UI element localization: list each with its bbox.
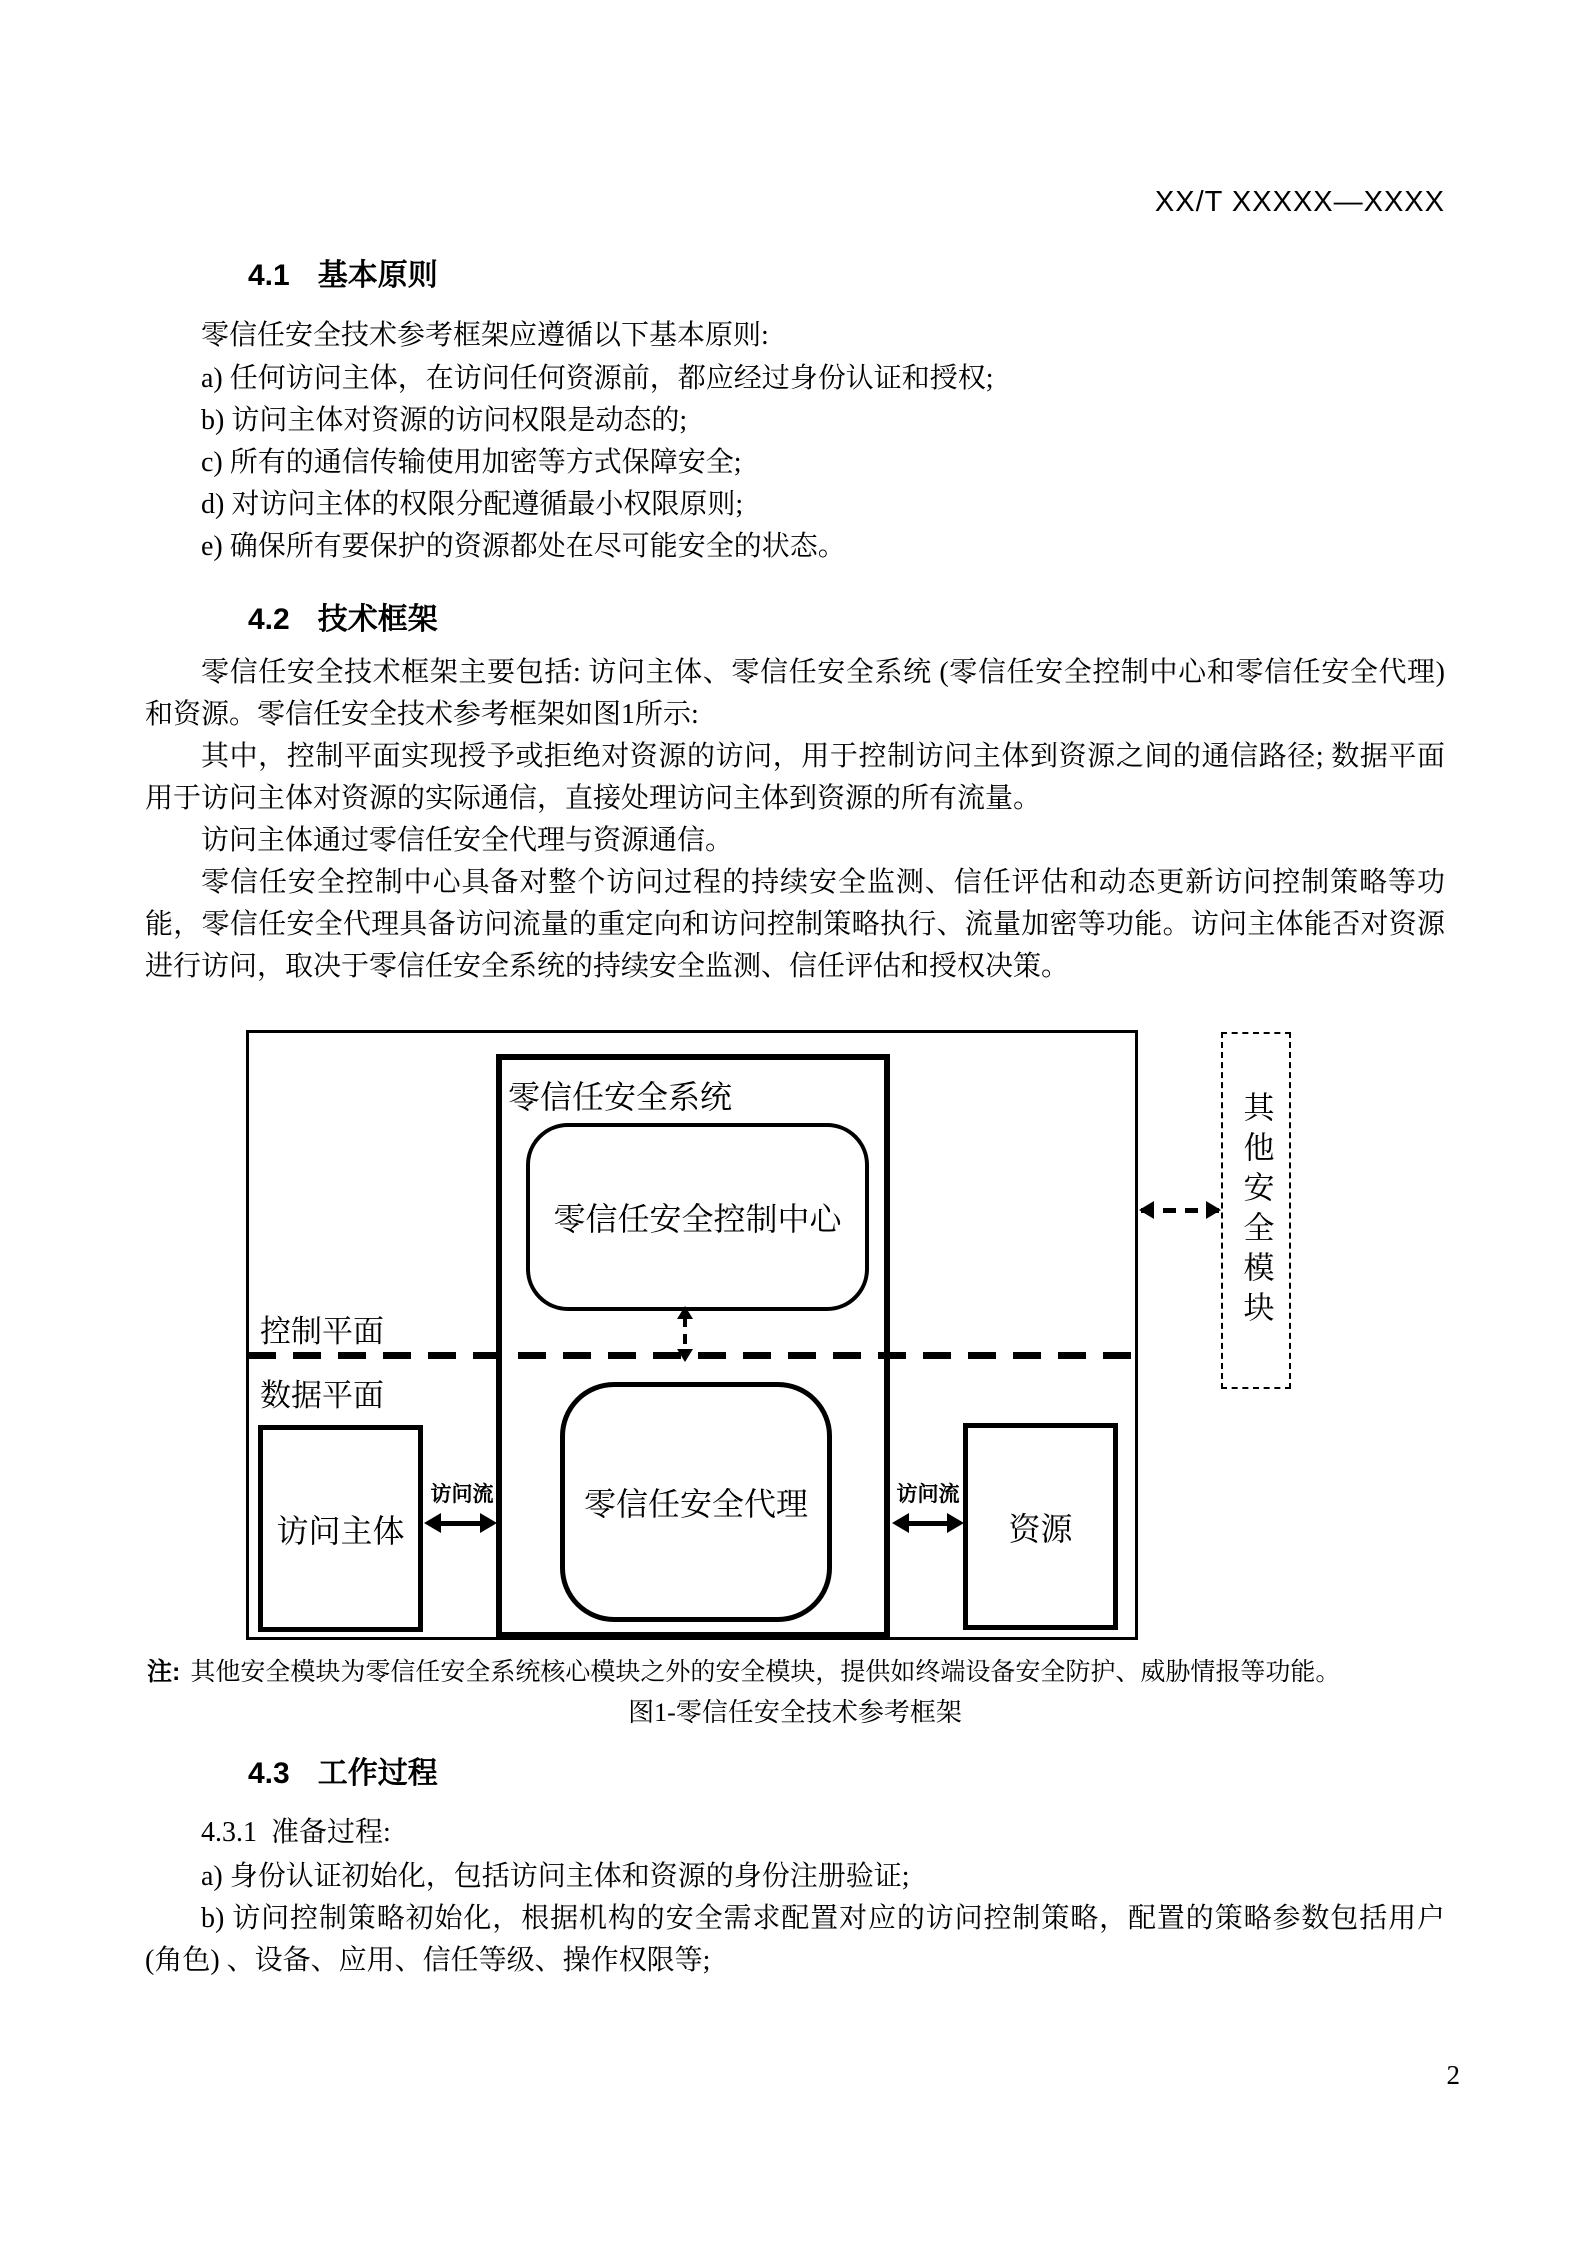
list-item: c) 所有的通信传输使用加密等方式保障安全; — [201, 447, 742, 478]
list-item: b) 访问控制策略初始化，根据机构的安全需求配置对应的访问控制策略，配置的策略参数包括用户 (角色) 、设备、应用、信任等级、操作权限等; — [145, 1903, 1445, 1976]
other-modules-dashed-arrow — [1141, 1208, 1219, 1213]
section-title: 技术框架 — [317, 603, 438, 636]
clause-title: 准备过程: — [271, 1817, 391, 1848]
paragraph: 访问主体通过零信任安全代理与资源通信。 — [201, 825, 734, 856]
clause-number: 4.3.1 — [201, 1817, 257, 1848]
control-channel-dashed-arrow — [683, 1317, 687, 1351]
list-item: b) 访问主体对资源的访问权限是动态的; — [201, 405, 688, 436]
other-security-modules-label: 其他安全模块 — [1238, 1090, 1274, 1331]
list-item: e) 确保所有要保护的资源都处在尽可能安全的状态。 — [201, 531, 846, 562]
access-flow-label-right: 访问流 — [896, 1482, 960, 1506]
section-number: 4.3 — [248, 1757, 290, 1790]
security-agent-box — [560, 1382, 832, 1622]
access-subject-label: 访问主体 — [276, 1512, 405, 1549]
section-title: 基本原则 — [317, 259, 438, 292]
other-security-modules-box — [1221, 1032, 1291, 1389]
section-heading-4-1 — [248, 250, 438, 294]
figure-note-text: 其他安全模块为零信任安全系统核心模块之外的安全模块，提供如终端设备安全防护、威胁情报等功能。 — [190, 1659, 1341, 1686]
clause-line — [145, 1812, 1445, 1854]
section-number: 4.1 — [248, 259, 290, 292]
figure-caption: 图1-零信任安全技术参考框架 — [628, 1698, 962, 1727]
data-plane-label: 数据平面 — [260, 1378, 384, 1413]
resource-label: 资源 — [1008, 1510, 1073, 1547]
access-flow-arrow-right — [907, 1521, 949, 1526]
list-item: a) 身份认证初始化，包括访问主体和资源的身份注册验证; — [201, 1861, 910, 1892]
figure-note-prefix: 注: — [147, 1658, 181, 1686]
section-heading-4-3 — [248, 1748, 438, 1792]
security-agent-label: 零信任安全代理 — [583, 1486, 808, 1522]
zero-trust-system-label: 零信任安全系统 — [508, 1079, 733, 1115]
section-heading-4-2 — [248, 594, 438, 638]
section-4-2-paragraphs — [145, 652, 1445, 988]
access-flow-arrow-left — [439, 1521, 482, 1526]
control-plane-label: 控制平面 — [260, 1314, 384, 1349]
figure-1-diagram — [246, 1030, 1300, 1642]
plane-divider-dashed-line — [248, 1352, 1136, 1359]
section-4-1-list — [145, 358, 1445, 568]
doc-code-header: XX/T XXXXX—XXXX — [1154, 186, 1445, 218]
access-subject-box — [258, 1425, 423, 1632]
clause-4-3-1 — [145, 1812, 1445, 1854]
control-center-label: 零信任安全控制中心 — [553, 1201, 842, 1237]
paragraph: 零信任安全技术框架主要包括: 访问主体、零信任安全系统 (零信任安全控制中心和零信任安全代理) 和资源。零信任安全技术参考框架如图1所示: — [145, 657, 1445, 730]
list-item: d) 对访问主体的权限分配遵循最小权限原则; — [201, 489, 744, 520]
section-4-1-intro — [145, 315, 1445, 357]
section-title: 工作过程 — [317, 1757, 438, 1790]
section-number: 4.2 — [248, 603, 290, 636]
paragraph: 其中，控制平面实现授予或拒绝对资源的访问，用于控制访问主体到资源之间的通信路径; 数据平面用于访问主体对资源的实际通信，直接处理访问主体到资源的所有流量。 — [145, 741, 1445, 814]
list-item: a) 任何访问主体，在访问任何资源前，都应经过身份认证和授权; — [201, 363, 994, 394]
figure-note — [147, 1652, 1447, 1688]
resource-box — [963, 1423, 1118, 1630]
paragraph: 零信任安全技术参考框架应遵循以下基本原则: — [201, 320, 769, 351]
section-4-3-list — [145, 1856, 1445, 1982]
paragraph: 零信任安全控制中心具备对整个访问过程的持续安全监测、信任评估和动态更新访问控制策略等功能，零信任安全代理具备访问流量的重定向和访问控制策略执行、流量加密等功能。访问主体能否对资源进行访问，取决于零信任安全系统的持续安全监测、信任评估和授权决策。 — [145, 867, 1445, 982]
page-number: 2 — [1446, 2060, 1460, 2090]
access-flow-label-left: 访问流 — [430, 1482, 494, 1506]
control-center-box — [526, 1123, 869, 1311]
